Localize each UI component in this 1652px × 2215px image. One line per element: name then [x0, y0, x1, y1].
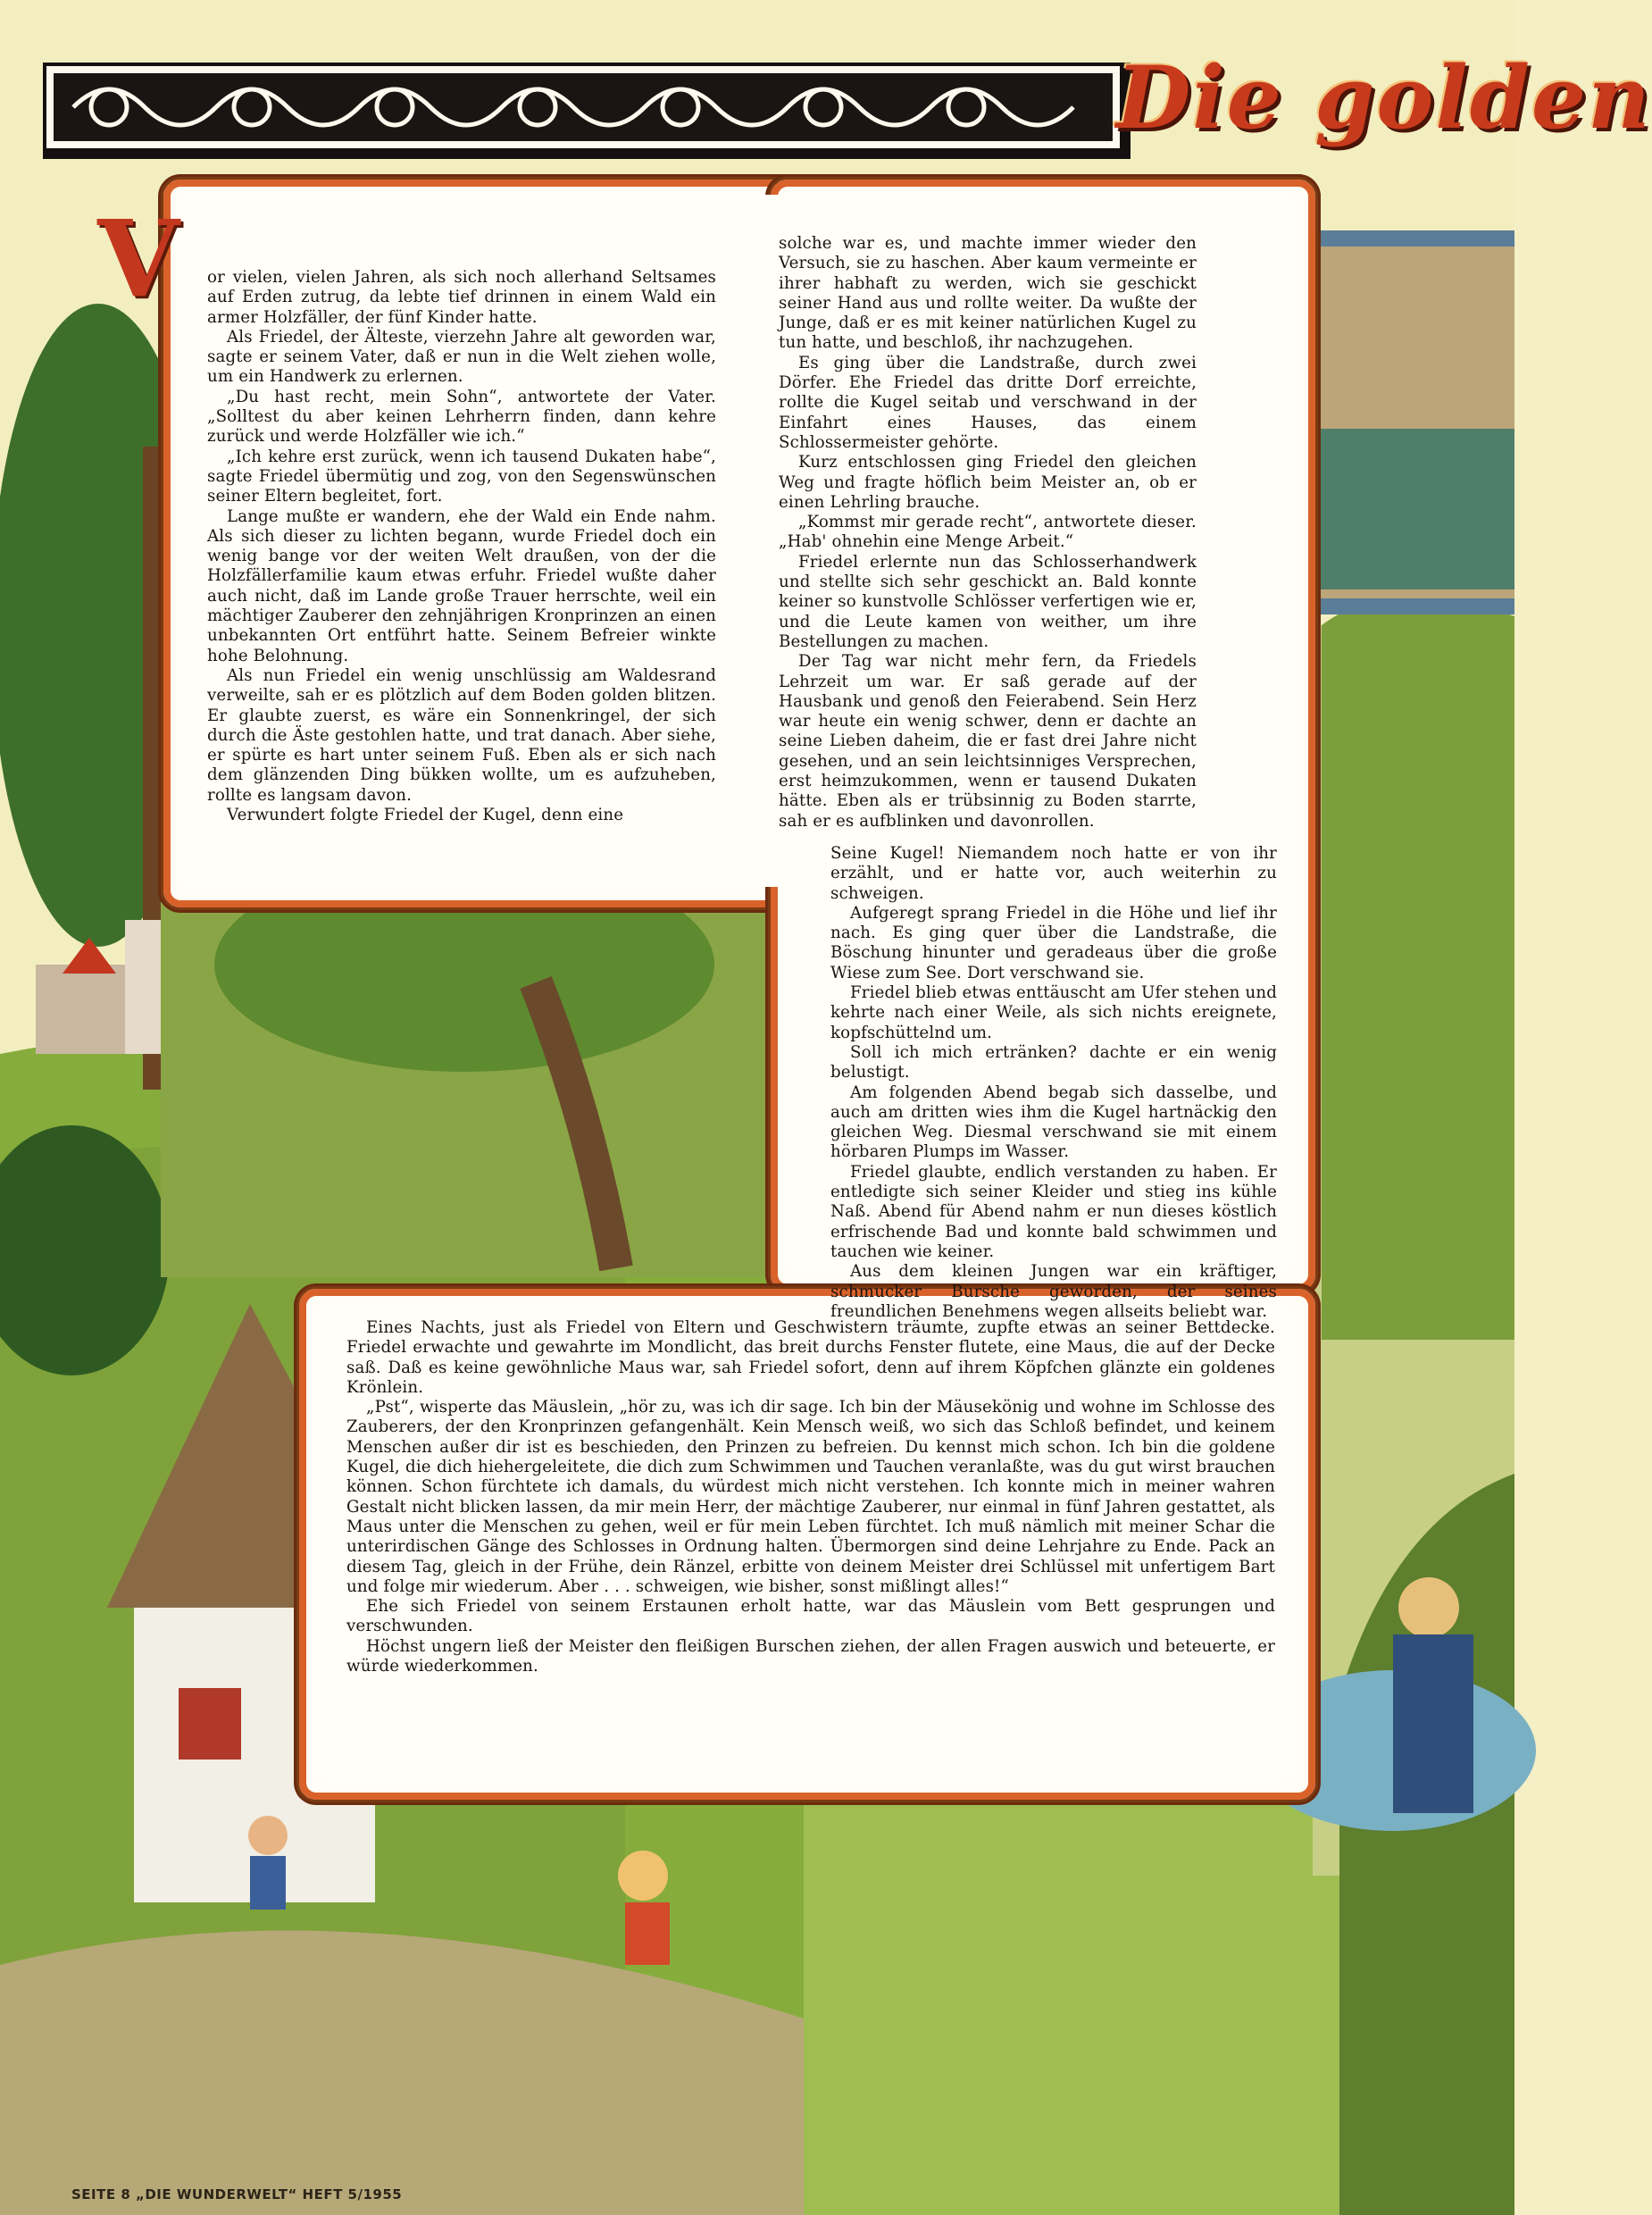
paragraph: Friedel blieb etwas enttäuscht am Ufer stehen und kehrte nach einer Weile, als sich nichts ereignete, kopfschüttelnd um. [830, 983, 1277, 1042]
paragraph: Als nun Friedel ein wenig unschlüssig am Waldesrand verweilte, sah er es plötzlich auf dem Boden golden blitzen. Er glaubte zuerst, es wäre ein Sonnenkringel, der sich durch die Äste gestohlen hatte, und trat danach. Aber siehe, er spürte es hart unter seinem Fuß. Eben als er sich nach dem glänzenden Ding bükken wollte, um es aufzuheben, rollte es langsam davon. [207, 665, 716, 805]
story-title: Die golden [1116, 47, 1652, 148]
paragraph: Lange mußte er wandern, ehe der Wald ein Ende nahm. Als sich dieser zu lichten begann, wurde Friedel doch ein wenig bange vor der weiten Welt draußen, von der die Holzfällerfamilie kaum etwas erfuhr. Friedel wußte daher auch nicht, daß im Lande große Trauer herrschte, weil ein mächtiger Zauberer den zehnjährigen Kronprinzen an einen unbekannten Ort entführt hatte. Seinem Befreier winkte hohe Belohnung. [207, 506, 716, 665]
paragraph: Als Friedel, der Älteste, vierzehn Jahre alt geworden war, sagte er seinem Vater, daß er nun in die Welt ziehen wolle, um ein Handwerk zu erlernen. [207, 327, 716, 387]
story-column-1 [207, 268, 716, 825]
story-column-2 [779, 234, 1197, 832]
paragraph: solche war es, und machte immer wieder den Versuch, sie zu haschen. Aber kaum vermeinte er ihrer habhaft zu werden, wich sie geschickt seiner Hand aus und rollte weiter. Da wußte der Junge, daß er es mit keiner natürlichen Kugel zu tun hatte, und beschloß, ihr nachzugehen. [779, 234, 1197, 353]
paragraph: „Kommst mir gerade recht“, antwortete dieser. „Hab' ohnehin eine Menge Arbeit.“ [779, 513, 1197, 552]
paragraph: Soll ich mich ertränken? dachte er ein wenig belustigt. [830, 1042, 1277, 1082]
page-footer: SEITE 8 „DIE WUNDERWELT“ HEFT 5/1955 [71, 2186, 403, 2202]
paragraph: Kurz entschlossen ging Friedel den gleichen Weg und fragte höflich beim Meister an, ob er einen Lehrling brauche. [779, 453, 1197, 512]
paragraph: Der Tag war nicht mehr fern, da Friedels Lehrzeit um war. Er saß gerade auf der Hausbank und genoß den Feierabend. Sein Herz war heute ein wenig schwer, denn er dachte an seine Lieben daheim, die er fast drei Jahre nicht gesehen, und an sein leichtsinniges Versprechen, erst heimzukommen, wenn er tausend Dukaten hätte. Eben als er trübsinnig zu Boden starrte, sah er es aufblinken und davonrollen. [779, 652, 1197, 831]
paragraph: „Ich kehre erst zurück, wenn ich tausend Dukaten habe“, sagte Friedel übermütig und zog, von den Segenswünschen seiner Eltern begleitet, fort. [207, 447, 716, 506]
paragraph: Eines Nachts, just als Friedel von Eltern und Geschwistern träumte, zupfte etwas an seiner Bettdecke. Friedel erwachte und gewahrte im Mondlicht, das breit durchs Fenster flutete, eine Maus, die auf der Decke saß. Daß es keine gewöhnliche Maus war, sah Friedel sofort, denn auf ihrem Köpfchen glänzte ein goldenes Krönlein. [346, 1318, 1275, 1397]
paragraph: Am folgenden Abend begab sich dasselbe, und auch am dritten wies ihm die Kugel hartnäckig den gleichen Weg. Diesmal verschwand sie mit einem hörbaren Plumps im Wasser. [830, 1082, 1277, 1162]
ornamental-banner [43, 63, 1131, 159]
paragraph: „Pst“, wisperte das Mäuslein, „hör zu, was ich dir sage. Ich bin der Mäusekönig und wohne im Schlosse des Zauberers, der den Kronprinzen gefangenhält. Kein Mensch weiß, wo sich das Schloß befindet, und keinem Menschen außer dir ist es beschieden, den Prinzen zu befreien. Du kennst mich schon. Ich bin die goldene Kugel, die dich hiehergeleitete, die dich zum Schwimmen und Tauchen veranlaßte, was du gut wirst brauchen können. Schon fürchtete ich damals, du würdest mich nicht verstehen. Ich konnte mich in meiner wahren Gestalt nicht blicken lassen, da mir mein Herr, der mächtige Zauberer, nur einmal in fünf Jahren gestattet, als Maus unter die Menschen zu gehen, weil er für mein Leben fürchtet. Ich muß nämlich mit meiner Schar die unterirdischen Gänge des Schlosses in Ordnung halten. Übermorgen sind deine Lehrjahre zu Ende. Pack an diesem Tag, gleich in der Frühe, dein Ränzel, erbitte von deinem Meister drei Schlüssel mit unfertigem Bart und folge mir wiederum. Aber . . . schweigen, wie bisher, sonst mißlingt alles!“ [346, 1398, 1275, 1596]
drop-cap: V [97, 196, 179, 321]
scrollwork-ornament [46, 66, 1120, 148]
paragraph: Verwundert folgte Friedel der Kugel, denn eine [227, 806, 624, 825]
story-bottom-block [346, 1318, 1275, 1676]
paragraph: Friedel glaubte, endlich verstanden zu haben. Er entledigte sich seiner Kleider und stieg ins kühle Naß. Abend für Abend nahm er nun dieses köstlich erfrischende Bad und konnte bald schwimmen und tauchen wie keiner. [830, 1162, 1277, 1261]
paragraph: Ehe sich Friedel von seinem Erstaunen erholt hatte, war das Mäuslein vom Bett gesprungen und verschwunden. [346, 1597, 1275, 1636]
paragraph: Aus dem kleinen Jungen war ein kräftiger, schmucker Bursche geworden, der seines freundlichen Benehmens wegen allseits beliebt war. [830, 1262, 1277, 1321]
paragraph: „Du hast recht, mein Sohn“, antwortete der Vater. „Solltest du aber keinen Lehrherrn finden, dann kehre zurück und werde Holzfäller wie ich.“ [207, 387, 716, 447]
paragraph: Höchst ungern ließ der Meister den fleißigen Burschen ziehen, der allen Fragen auswich und beteuerte, er würde wiederkommen. [346, 1636, 1275, 1676]
paragraph: Es ging über die Landstraße, durch zwei Dörfer. Ehe Friedel das dritte Dorf erreichte, rollte die Kugel seitab und verschwand in der Einfahrt eines Hauses, das einem Schlossermeister gehörte. [779, 353, 1197, 452]
paragraph: Aufgeregt sprang Friedel in die Höhe und lief ihr nach. Es ging quer über die Landstraße, die Böschung hinunter und geradeaus über die große Wiese zum See. Dort verschwand sie. [830, 903, 1277, 982]
paragraph: Friedel erlernte nun das Schlosserhandwerk und stellte sich sehr geschickt an. Bald konnte keiner so kunstvolle Schlösser verfertigen wie er, und die Leute kamen von weither, um ihre Bestellungen zu machen. [779, 552, 1197, 651]
paragraph: or vielen, vielen Jahren, als sich noch allerhand Seltsames auf Erden zutrug, da lebte tief drinnen in einem Wald ein armer Holzfäller, der fünf Kinder hatte. [207, 268, 716, 327]
paragraph: Seine Kugel! Niemandem noch hatte er von ihr erzählt, und er hatte vor, auch weiterhin zu schweigen. [830, 844, 1277, 903]
story-column-3 [830, 844, 1277, 1322]
